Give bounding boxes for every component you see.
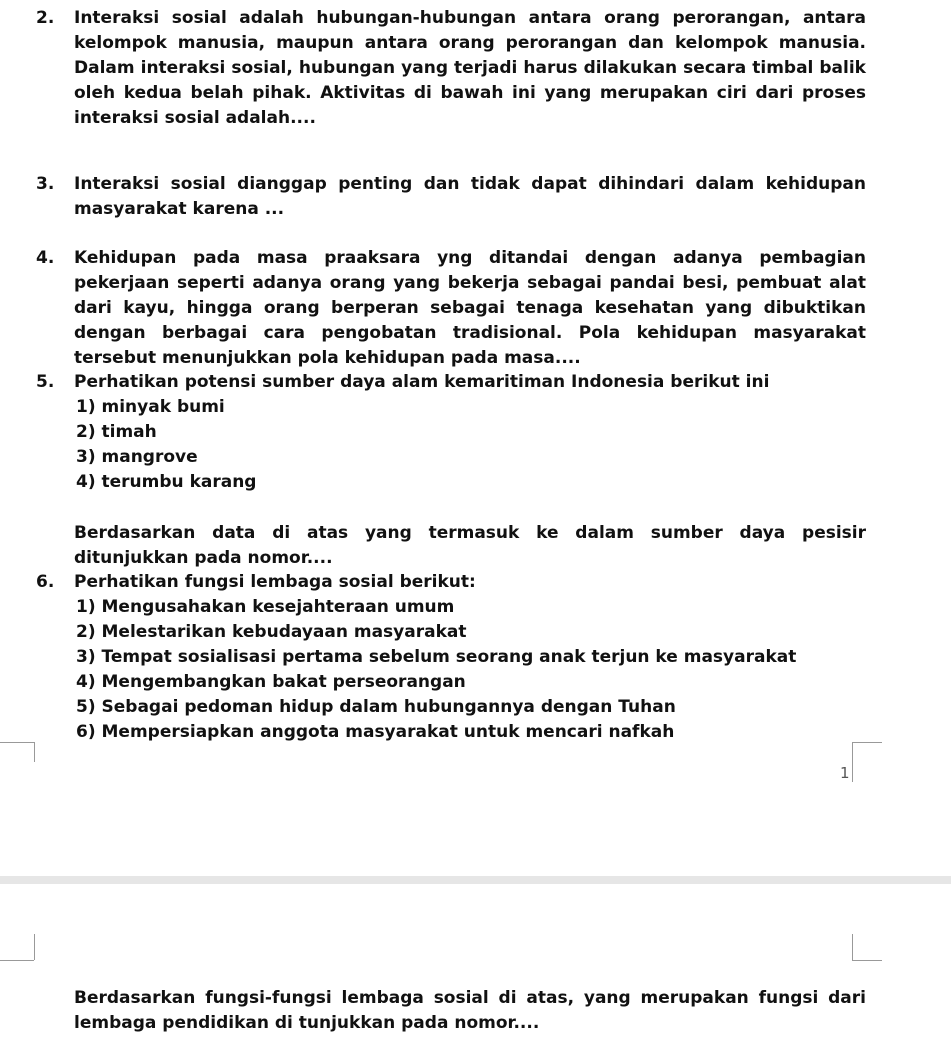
margin-mark <box>34 742 35 762</box>
question-number: 3. <box>36 174 55 194</box>
margin-mark <box>34 934 35 960</box>
question-number: 6. <box>36 572 55 592</box>
margin-mark <box>852 934 853 960</box>
question-text: Kehidupan pada masa praaksara yng ditandai dengan adanya pembagian pekerjaan seperti adanya orang yang bekerja sebagai pandai besi, pembuat alat dari kayu, hingga orang berperan sebagai tenaga kesehatan yang dibuktikan dengan berbagai cara pengobatan tradisional. Pola kehidupan masyarakat tersebut menunjukkan pola kehidupan pada masa.... <box>74 248 866 368</box>
question-3 <box>36 172 866 222</box>
list-item: 3) mangrove <box>76 447 198 467</box>
margin-mark <box>852 742 882 743</box>
margin-mark <box>0 960 34 961</box>
list-item: 1) Mengusahakan kesejahteraan umum <box>76 597 455 617</box>
question-prompt: Berdasarkan data di atas yang termasuk ke dalam sumber daya pesisir ditunjukkan pada nomor.... <box>74 523 866 568</box>
question-6-continued <box>36 986 866 1036</box>
question-4 <box>36 246 866 371</box>
list-item: 2) timah <box>76 422 157 442</box>
list-item: 3) Tempat sosialisasi pertama sebelum seorang anak terjun ke masyarakat <box>76 647 797 667</box>
question-text: Interaksi sosial adalah hubungan-hubungan antara orang perorangan, antara kelompok manusia, maupun antara orang perorangan dan kelompok manusia. Dalam interaksi sosial, hubungan yang terjadi harus dilakukan secara timbal balik oleh kedua belah pihak. Aktivitas di bawah ini yang merupakan ciri dari proses interaksi sosial adalah.... <box>74 8 866 128</box>
question-prompt: Berdasarkan fungsi-fungsi lembaga sosial di atas, yang merupakan fungsi dari lembaga pendidikan di tunjukkan pada nomor.... <box>74 988 866 1033</box>
question-number: 2. <box>36 8 55 28</box>
list-item: 4) Mengembangkan bakat perseorangan <box>76 672 466 692</box>
list-item: 5) Sebagai pedoman hidup dalam hubungannya dengan Tuhan <box>76 697 676 717</box>
page-number: 1 <box>840 764 850 782</box>
document-page-2 <box>0 884 951 1056</box>
question-2 <box>36 6 866 131</box>
margin-mark <box>0 742 34 743</box>
question-text: Perhatikan fungsi lembaga sosial berikut: <box>74 572 476 592</box>
question-text: Perhatikan potensi sumber daya alam kemaritiman Indonesia berikut ini <box>74 372 770 392</box>
margin-mark <box>852 742 853 782</box>
list-item: 1) minyak bumi <box>76 397 225 417</box>
question-text: Interaksi sosial dianggap penting dan tidak dapat dihindari dalam kehidupan masyarakat karena ... <box>74 174 866 219</box>
page-separator <box>0 876 951 884</box>
question-6 <box>36 570 866 745</box>
list-item: 6) Mempersiapkan anggota masyarakat untuk mencari nafkah <box>76 722 675 742</box>
question-number: 4. <box>36 248 55 268</box>
margin-mark <box>852 960 882 961</box>
list-item: 4) terumbu karang <box>76 472 257 492</box>
question-5 <box>36 370 866 571</box>
question-number: 5. <box>36 372 55 392</box>
list-item: 2) Melestarikan kebudayaan masyarakat <box>76 622 467 642</box>
option-list <box>74 595 866 745</box>
option-list <box>74 395 866 495</box>
